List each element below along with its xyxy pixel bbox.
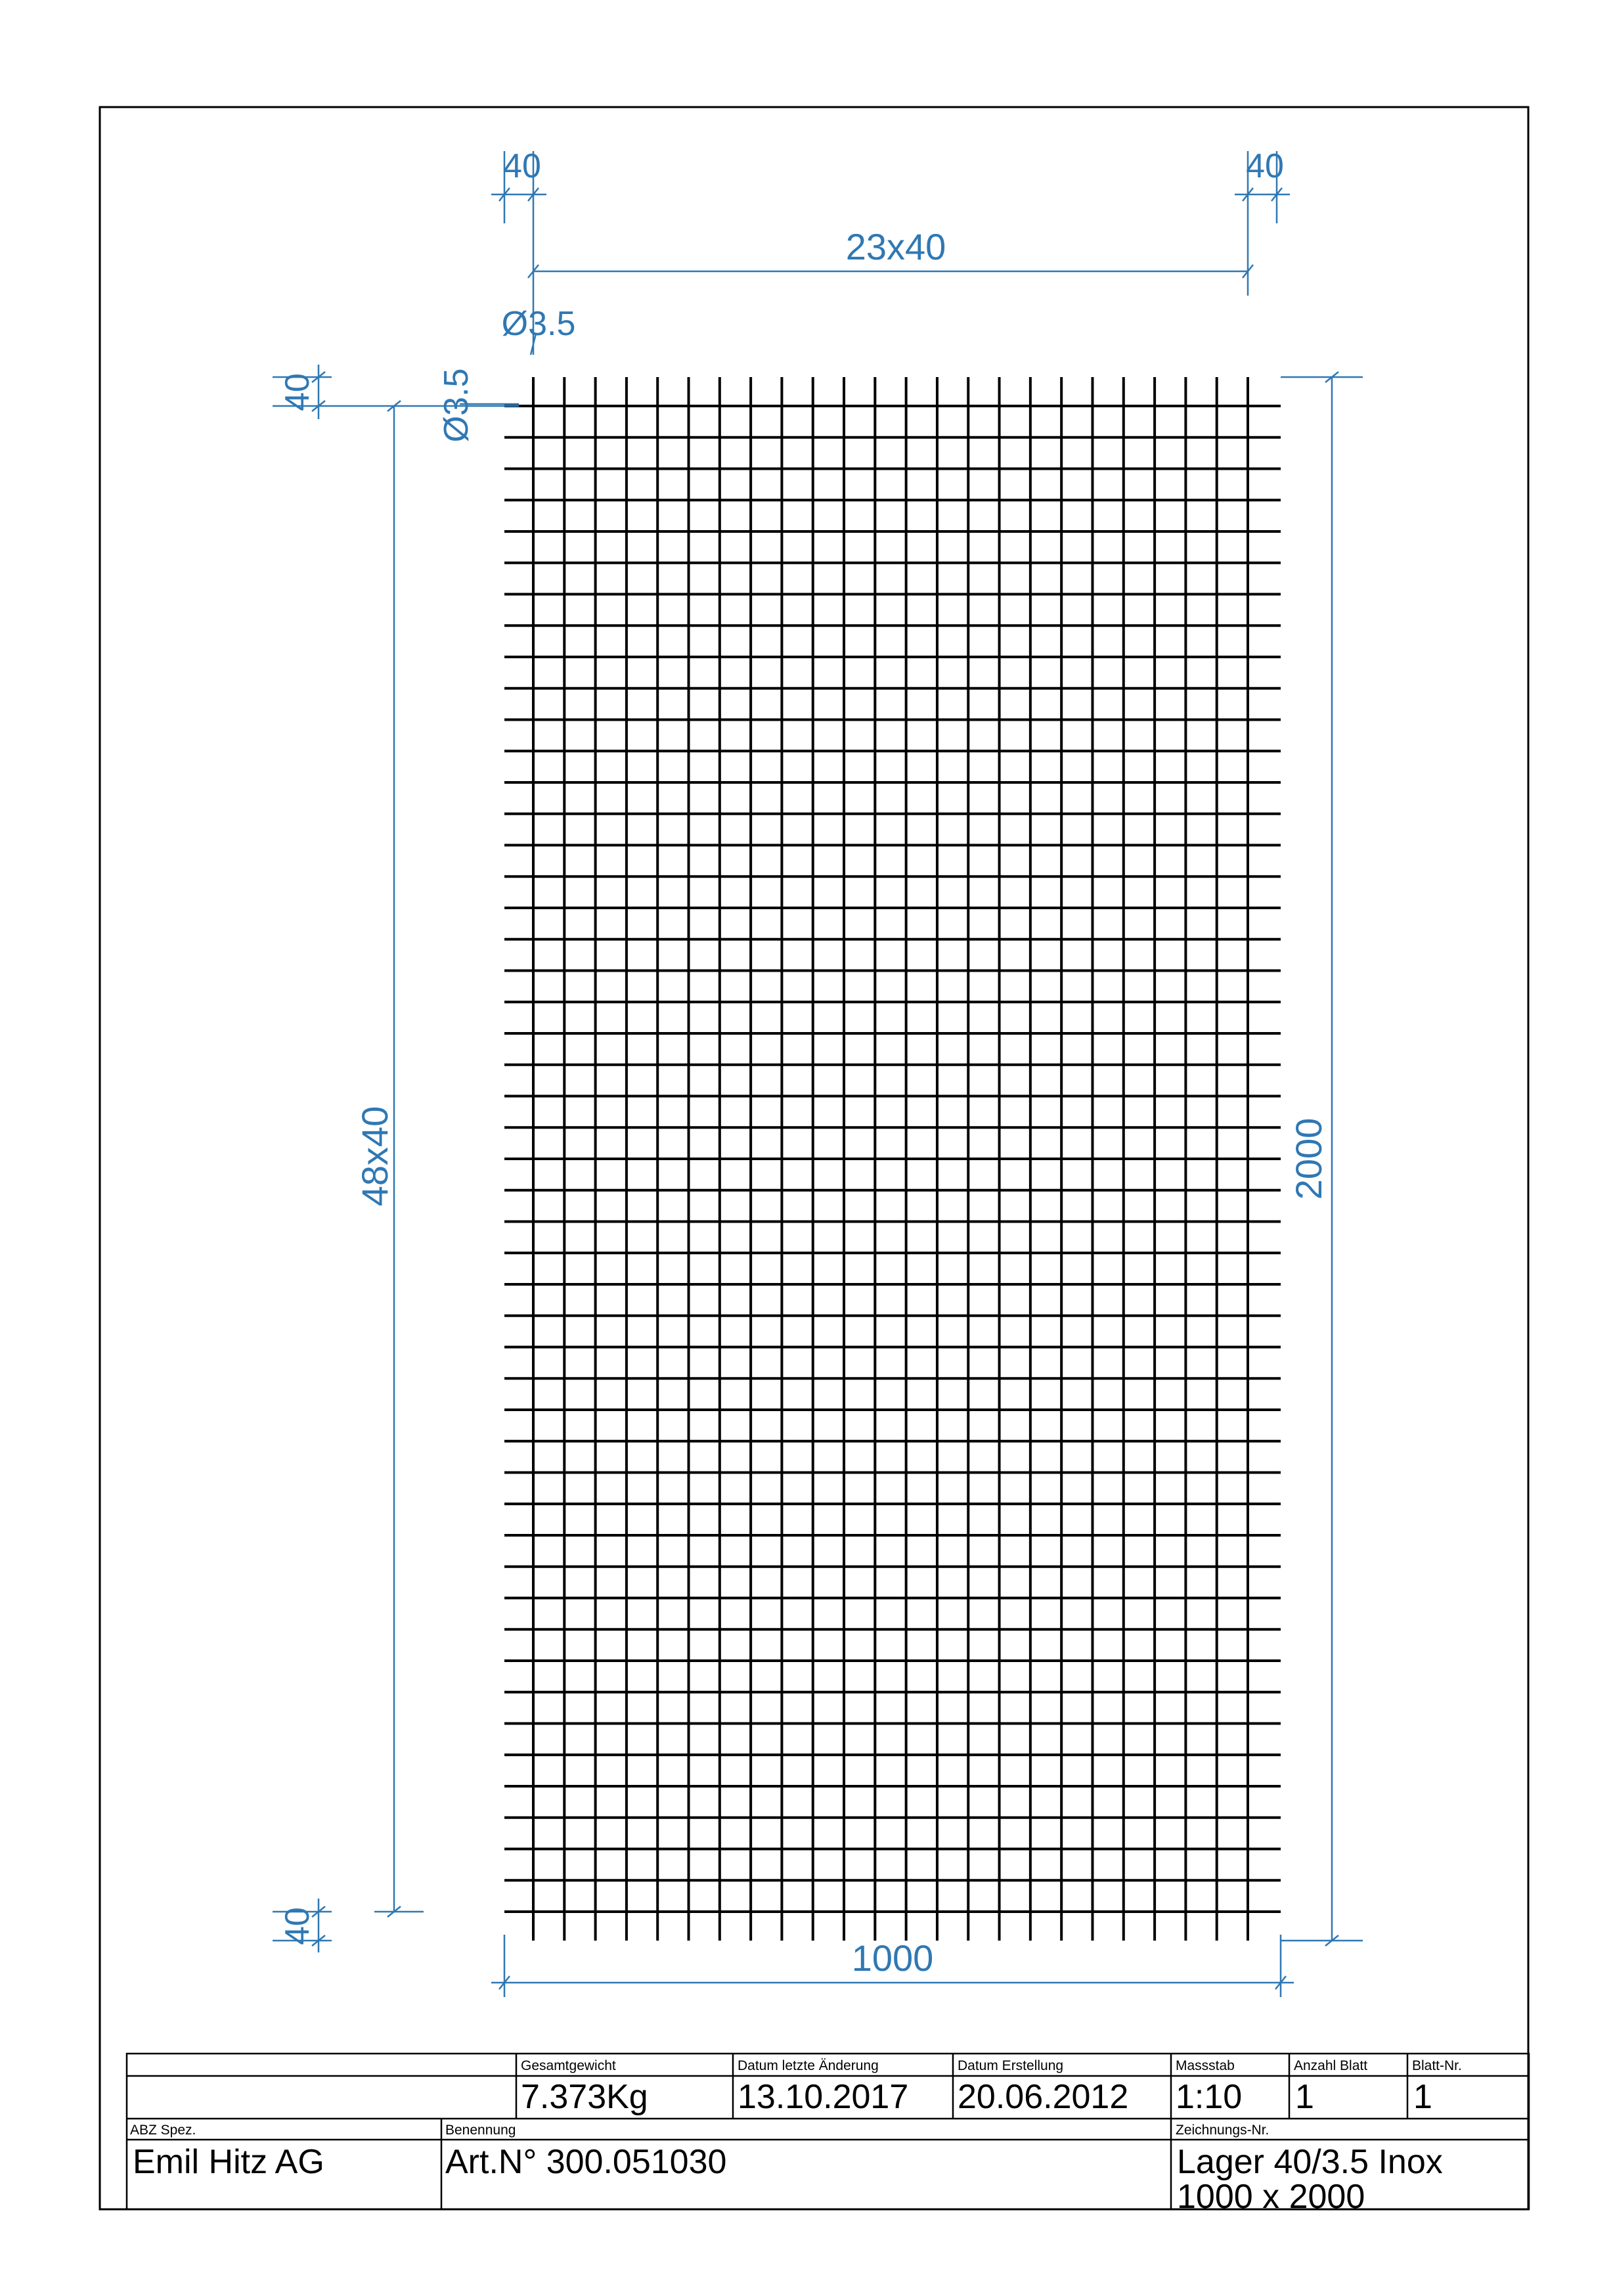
sheet-no-value: 1 <box>1413 2078 1432 2116</box>
abz-label: ABZ Spez. <box>130 2123 196 2138</box>
dim-wire-diameter-left: Ø3.5 <box>437 368 475 443</box>
scale-label: Massstab <box>1176 2058 1235 2073</box>
dim-total-width: 1000 <box>851 1937 934 1979</box>
dim-left-top-edge: 40 <box>278 373 317 411</box>
drawing-no-line2: 1000 x 2000 <box>1177 2178 1365 2216</box>
wire-mesh <box>504 377 1281 1941</box>
dim-wire-diameter-top: Ø3.5 <box>501 305 576 343</box>
sheet-count-label: Anzahl Blatt <box>1294 2058 1368 2073</box>
dim-horizontal-spacing: 23x40 <box>845 226 946 267</box>
weight-value: 7.373Kg <box>521 2078 648 2116</box>
designation-value: Art.N° 300.051030 <box>445 2143 727 2181</box>
sheet-no-label: Blatt-Nr. <box>1412 2058 1462 2073</box>
dim-top-right-edge: 40 <box>1246 147 1284 185</box>
created-label: Datum Erstellung <box>958 2058 1064 2073</box>
designation-label: Benennung <box>445 2123 516 2138</box>
dim-vertical-spacing: 48x40 <box>354 1106 395 1207</box>
scale-value: 1:10 <box>1176 2078 1243 2116</box>
drawing-no-line1: Lager 40/3.5 Inox <box>1177 2143 1443 2181</box>
dim-total-height: 2000 <box>1288 1117 1329 1200</box>
last-change-value: 13.10.2017 <box>738 2078 909 2116</box>
drawing-no-label: Zeichnungs-Nr. <box>1176 2123 1270 2138</box>
company-name: Emil Hitz AG <box>133 2143 324 2181</box>
weight-label: Gesamtgewicht <box>521 2058 616 2073</box>
dim-left-bottom-edge: 40 <box>278 1907 317 1945</box>
created-value: 20.06.2012 <box>958 2078 1129 2116</box>
dimension-lines <box>273 151 1363 1997</box>
dim-top-left-edge: 40 <box>503 147 541 185</box>
last-change-label: Datum letzte Änderung <box>738 2058 879 2073</box>
sheet-count-value: 1 <box>1295 2078 1314 2116</box>
